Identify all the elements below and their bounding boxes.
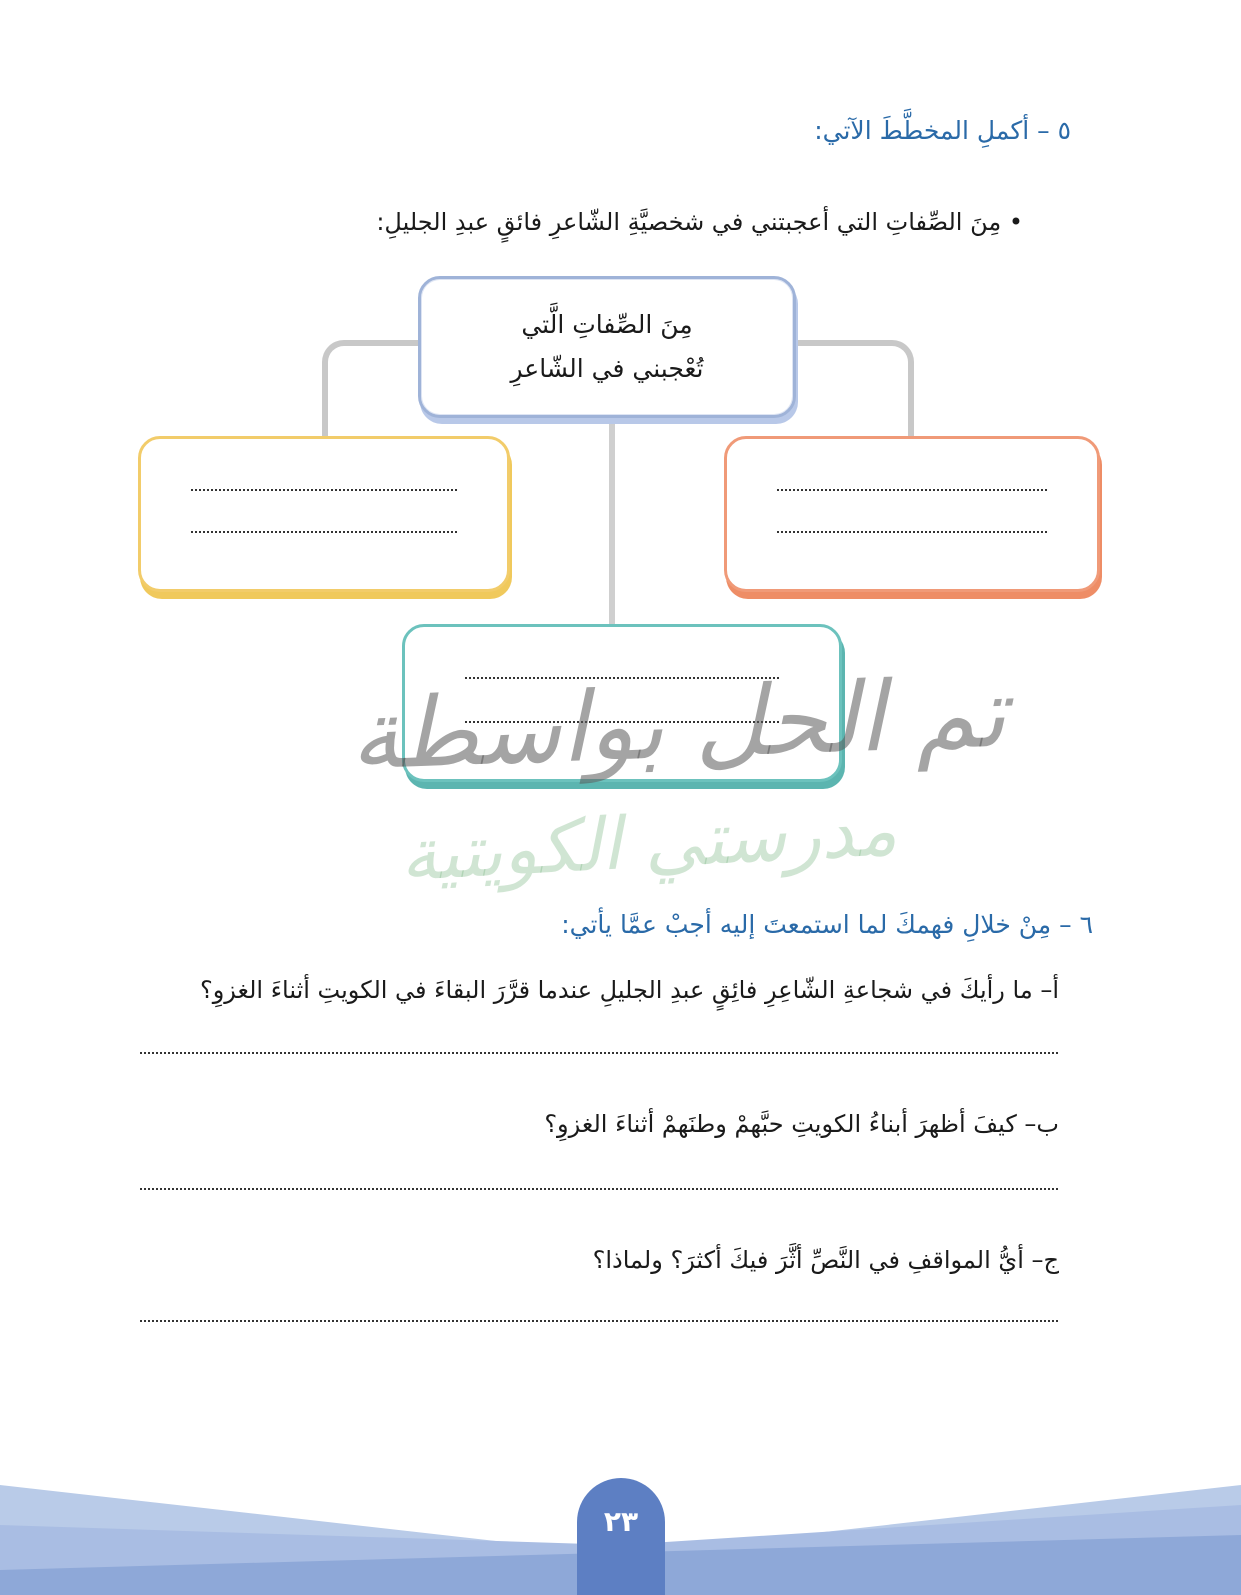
center-node-line2: تُعْجبني في الشّاعرِ (510, 354, 704, 383)
watermark-line1: تم الحل بواسطة (348, 656, 1008, 792)
answer-box-right[interactable] (724, 436, 1100, 592)
center-node (418, 276, 796, 418)
question-5-heading: ٥ – أكملِ المخطَّطَ الآتي: (814, 116, 1071, 145)
answer-box-right-line1 (777, 489, 1047, 491)
answer-line-c[interactable] (140, 1320, 1058, 1322)
connector-left (322, 340, 432, 440)
page-number-badge (577, 1478, 665, 1595)
question-6a: أ– ما رأيكَ في شجاعةِ الشّاعِرِ فائِقٍ عبدِ الجليلِ عندما قرَّرَ البقاءَ في الكويتِ أثناءَ الغزوِ؟ (199, 976, 1059, 1004)
center-node-line1: مِنَ الصِّفاتِ الَّتي (521, 310, 693, 339)
answer-box-left[interactable] (138, 436, 510, 592)
connector-center (609, 418, 615, 628)
answer-box-right-line2 (777, 531, 1047, 533)
bullet-text: مِنَ الصِّفاتِ التي أعجبتني في شخصيَّةِ الشّاعرِ فائقٍ عبدِ الجليلِ: (376, 208, 1002, 236)
question-6c: ج– أيُّ المواقفِ في النَّصِّ أثَّرَ فيكَ أكثرَ؟ ولماذا؟ (592, 1246, 1059, 1274)
bullet-prompt (376, 208, 1023, 236)
question-6b: ب– كيفَ أظهرَ أبناءُ الكويتِ حبَّهمْ وطنَهمْ أثناءَ الغزوِ؟ (544, 1110, 1059, 1138)
answer-line-a[interactable] (140, 1052, 1058, 1054)
watermark-line2: مدرستي الكويتية (398, 787, 899, 897)
question-6-heading: ٦ – مِنْ خلالِ فهمكَ لما استمعتَ إليه أجبْ عمَّا يأتي: (561, 910, 1093, 939)
answer-line-b[interactable] (140, 1188, 1058, 1190)
answer-box-left-line1 (191, 489, 457, 491)
bullet-symbol: • (1008, 208, 1023, 236)
page-number: ٢٣ (603, 1505, 639, 1538)
connector-right (780, 340, 914, 440)
answer-box-left-line2 (191, 531, 457, 533)
